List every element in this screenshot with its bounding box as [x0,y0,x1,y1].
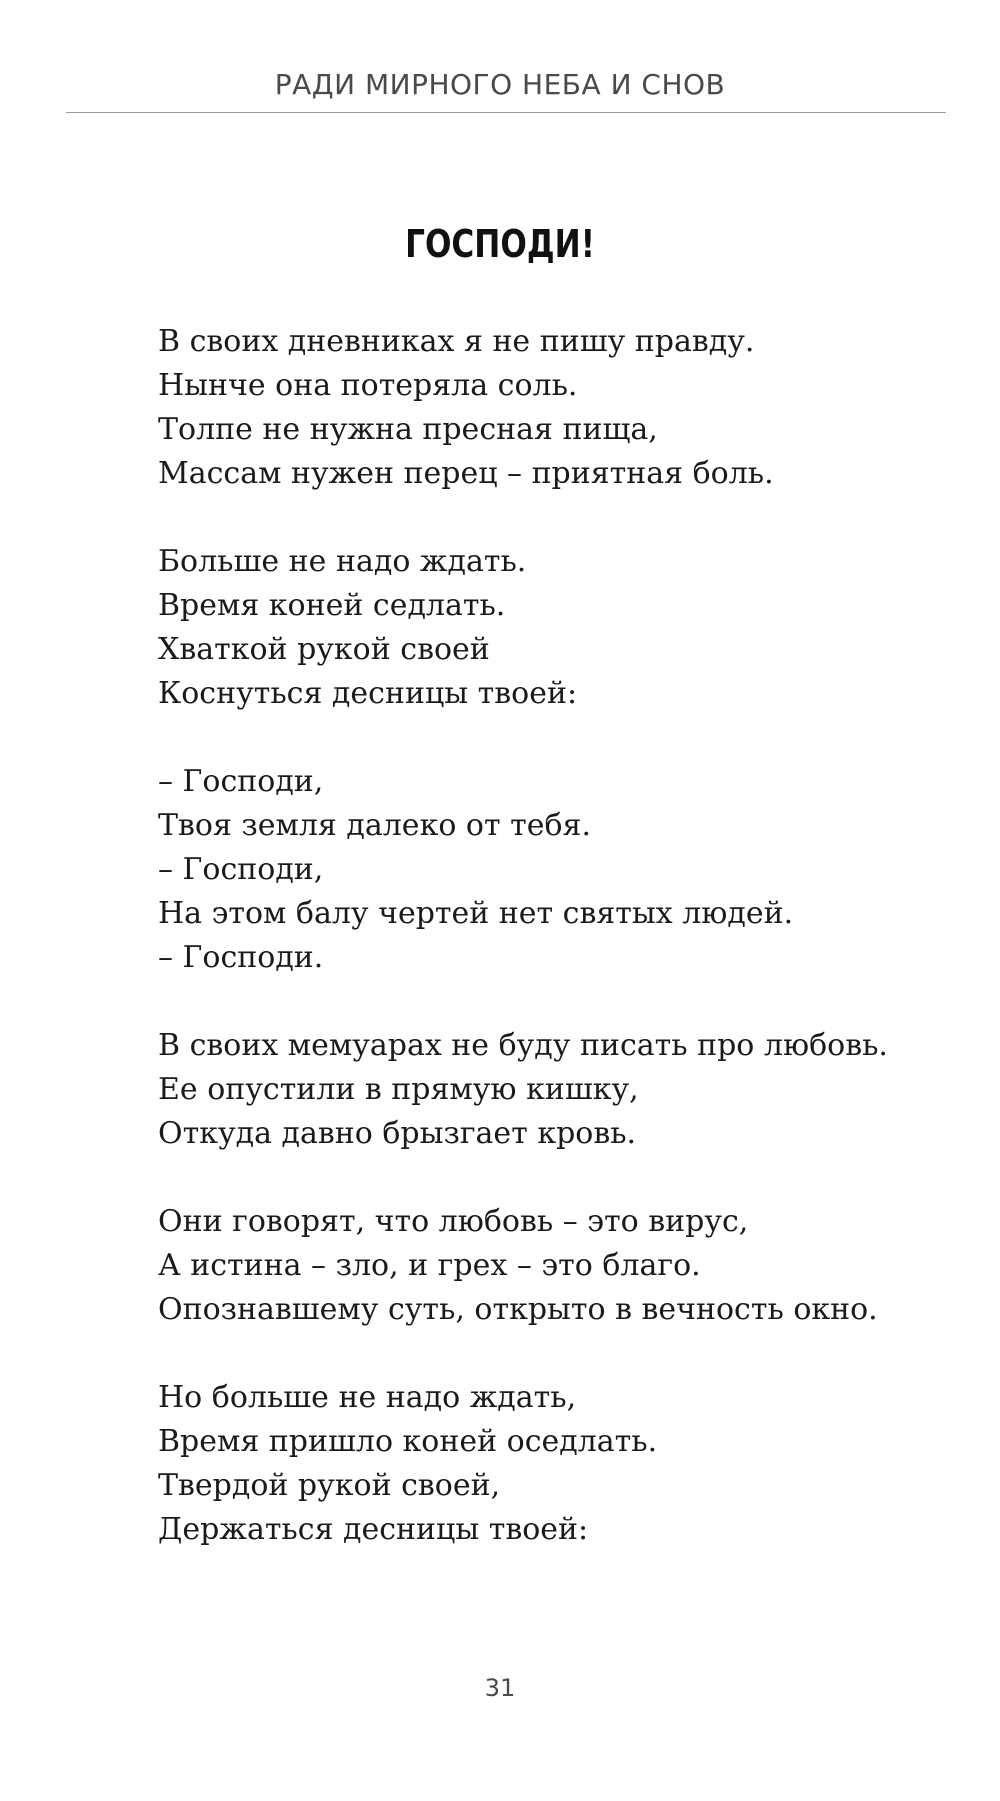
poem-line: – Господи. [158,940,324,975]
stanza [158,760,958,980]
poem-line: Время коней седлать. [158,588,506,623]
poem-line: Ее опустили в прямую кишку, [158,1072,639,1107]
poem-line: Массам нужен перец – приятная боль. [158,456,774,491]
poem-line: Коснуться десницы твоей: [158,676,578,711]
poem-line: Откуда давно брызгает кровь. [158,1116,637,1151]
poem-line: Толпе не нужна пресная пища, [158,412,658,447]
poem-line: В своих дневниках я не пишу правду. [158,324,755,359]
stanza [158,540,958,716]
poem-line: Но больше не надо ждать, [158,1380,577,1415]
stanza [158,1376,958,1552]
poem-line: Твоя земля далеко от тебя. [158,808,591,843]
header-rule [66,112,946,113]
page-number: 31 [484,1674,516,1702]
stanza [158,320,958,496]
poem-line: Держаться десницы твоей: [158,1512,589,1547]
poem-body [158,320,958,1596]
poem-line: Твердой рукой своей, [158,1468,501,1503]
poem-line: Опознавшему суть, открыто в вечность окно. [158,1292,878,1327]
poem-title: ГОСПОДИ! [405,222,595,266]
poem-line: – Господи, [158,852,324,887]
poem-line: Они говорят, что любовь – это вирус, [158,1204,749,1239]
poem-line: На этом балу чертей нет святых людей. [158,896,794,931]
poem-line: – Господи, [158,764,324,799]
poem-line: А истина – зло, и грех – это благо. [158,1248,701,1283]
poem-line: Время пришло коней оседлать. [158,1424,658,1459]
poem-line: В своих мемуарах не буду писать про любовь. [158,1028,888,1063]
stanza [158,1200,958,1332]
poem-line: Хваткой рукой своей [158,632,490,667]
running-header: РАДИ МИРНОГО НЕБА И СНОВ [274,68,726,101]
poem-line: Больше не надо ждать. [158,544,527,579]
poem-line: Нынче она потеряла соль. [158,368,578,403]
stanza [158,1024,958,1156]
